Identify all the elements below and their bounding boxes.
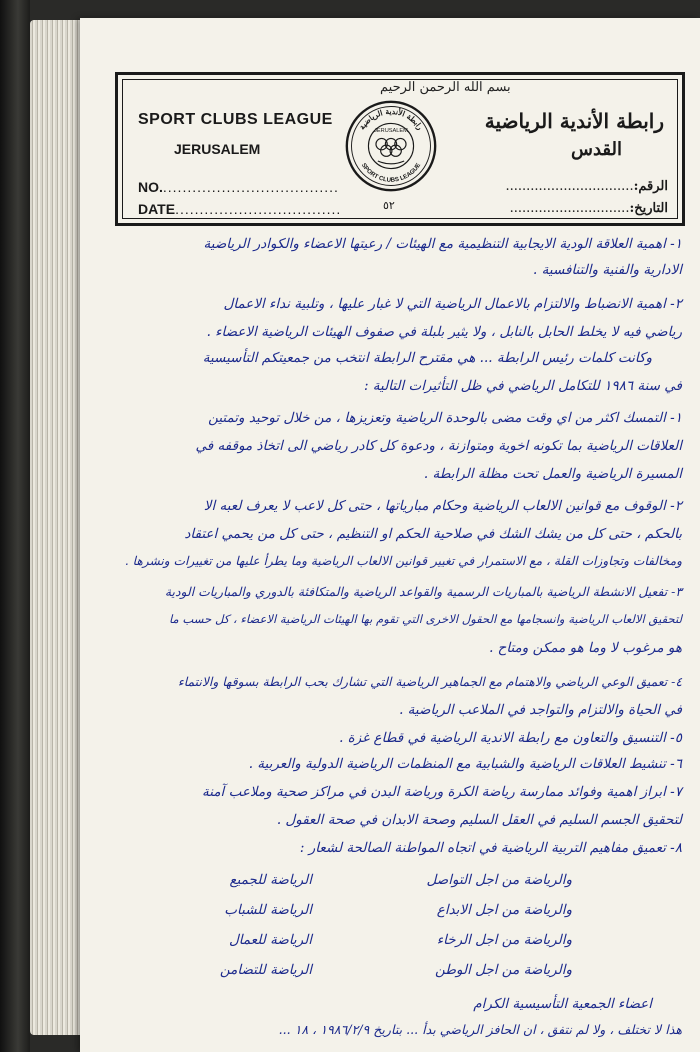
body-line: ٨- تعميق مفاهيم التربية الرياضية في اتجاه المواطنة الصالحة لشعار : xyxy=(299,840,682,856)
slogan-left: الرياضة للجميع xyxy=(229,872,312,888)
body-line: لتحقيق الالعاب الرياضية وانسجامها مع الحقول الاخرى التي تقوم بها الهيئات الرياضية الاعضاء ، كل حسب ما xyxy=(169,612,682,626)
body-line: ٥- التنسيق والتعاون مع رابطة الاندية الرياضية في قطاع غزة . xyxy=(339,730,682,746)
body-line: في الحياة والالتزام والتواجد في الملاعب الرياضية . xyxy=(399,702,682,718)
no-label-en: NO. xyxy=(138,179,163,195)
body-line: في سنة ١٩٨٦ للتكامل الرياضي في ظل التأثيرات التالية : xyxy=(363,378,682,394)
league-name-en: SPORT CLUBS LEAGUE xyxy=(138,111,333,128)
city-ar: القدس xyxy=(570,139,622,160)
body-line: ٣- تفعيل الانشطة الرياضية بالمباريات الرسمية والقواعد الرياضية والمتكافئة بالدوري والمباريات الودية xyxy=(164,584,682,599)
no-label-ar: الرقم: xyxy=(633,179,668,194)
body-line: ومخالفات وتجاوزات القلة ، مع الاستمرار في تغيير قوانين الالعاب الرياضية وما يطرأ عليها من تغييرات ونشرها . xyxy=(124,554,682,568)
body-line: العلاقات الرياضية بما تكونه اخوية ومتوازنة ، ودعوة كل كادر رياضي الى اتخاذ موقفه في xyxy=(195,438,682,454)
basmala: بسم الله الرحمن الرحيم xyxy=(380,80,511,95)
slogan-left: الرياضة للعمال xyxy=(229,932,312,948)
body-line: ٤- تعميق الوعي الرياضي والاهتمام مع الجماهير الرياضية التي تشارك بحب الرابطة بسوقها والانتماء xyxy=(177,674,682,689)
date-label-en: DATE xyxy=(138,201,176,217)
seal-city-en: JERUSALEM xyxy=(374,127,408,134)
body-line: ٢- الوقوف مع قوانين الالعاب الرياضية وحكام مبارياتها ، حتى كل لاعب لا يعرف لعبه الا xyxy=(203,498,682,514)
slogan-right: والرياضة من اجل الوطن xyxy=(435,962,572,978)
body-line: لتحقيق الجسم السليم في العقل السليم وصحة الابدان في صحة العقول . xyxy=(276,812,682,828)
body-line: رياضي فيه لا يخلط الحابل بالنابل ، ولا يثير بلبلة في صفوف الهيئات الرياضية الاعضاء . xyxy=(206,324,682,340)
body-line: هو مرغوب لا وما هو ممكن ومتاح . xyxy=(489,640,682,656)
body-line: ٦- تنشيط العلاقات الرياضية والشبابية مع المنظمات الرياضية الدولية والعربية . xyxy=(248,756,682,772)
body-line: ٢- اهمية الانضباط والالتزام بالاعمال الرياضية التي لا غبار عليها ، وتلبية نداء الاعمال xyxy=(223,296,682,312)
slogan-right: والرياضة من اجل التواصل xyxy=(426,872,572,888)
form-code: ٥٢ xyxy=(383,199,395,212)
seal-text-ar: رابطة الأندية الرياضية xyxy=(357,107,425,132)
handwritten-body xyxy=(122,236,682,1046)
city-en: JERUSALEM xyxy=(174,141,261,157)
slogan-left: الرياضة للتضامن xyxy=(219,962,312,978)
body-line: ١- التمسك اكثر من اي وقت مضى بالوحدة الرياضية وتعزيزها ، من خلال توحيد وتمتين xyxy=(208,410,682,426)
slogan-right: والرياضة من اجل الرخاء xyxy=(436,932,572,948)
letter-page xyxy=(80,18,700,1052)
league-name-ar: رابطة الأندية الرياضية xyxy=(484,109,664,133)
body-line: المسيرة الرياضية والعمل تحت مظلة الرابطة . xyxy=(423,466,682,482)
olympic-rings-icon xyxy=(376,138,406,156)
letterhead xyxy=(115,72,685,226)
no-field-en: NO..................................... xyxy=(138,179,339,195)
slogan-right: والرياضة من اجل الابداع xyxy=(436,902,572,918)
date-field-en: DATE.................................. xyxy=(138,201,342,217)
seal-text-en: SPORT CLUBS LEAGUE xyxy=(359,161,423,184)
body-line: وكانت كلمات رئيس الرابطة ... هي مقترح الرابطة انتخب من جمعيتكم التأسيسية xyxy=(202,350,652,366)
body-line: هذا لا تختلف ، ولا لم نتفق ، ان الحافز الرياضي بدأ ... بتاريخ ١٩٨٦/٢/٩ ، ١٨ ... xyxy=(278,1022,682,1037)
body-line: اعضاء الجمعية التأسيسية الكرام xyxy=(473,996,652,1012)
no-field-ar: الرقم:............................... xyxy=(505,179,668,194)
svg-text:SPORT CLUBS LEAGUE xyxy=(360,162,422,184)
date-field-ar: التاريخ:............................. xyxy=(509,201,668,216)
league-seal-icon xyxy=(344,99,438,193)
body-line: الادارية والفنية والتنافسية . xyxy=(533,262,682,278)
body-line: بالحكم ، حتى كل من يشك الشك في صلاحية الحكم او التنظيم ، حتى كل من يحمي اعتقاد xyxy=(184,526,682,542)
body-line: ٧- ابراز اهمية وفوائد ممارسة رياضة الكرة ورياضة البدن في مراكز صحية وملاعب آمنة xyxy=(202,784,682,800)
date-label-ar: التاريخ: xyxy=(629,201,668,216)
slogan-left: الرياضة للشباب xyxy=(224,902,312,918)
body-line: ١- اهمية العلاقة الودية الايجابية التنظيمية مع الهيئات / رعيتها الاعضاء والكوادر الرياضية xyxy=(203,236,682,252)
book-binding xyxy=(0,0,30,1052)
